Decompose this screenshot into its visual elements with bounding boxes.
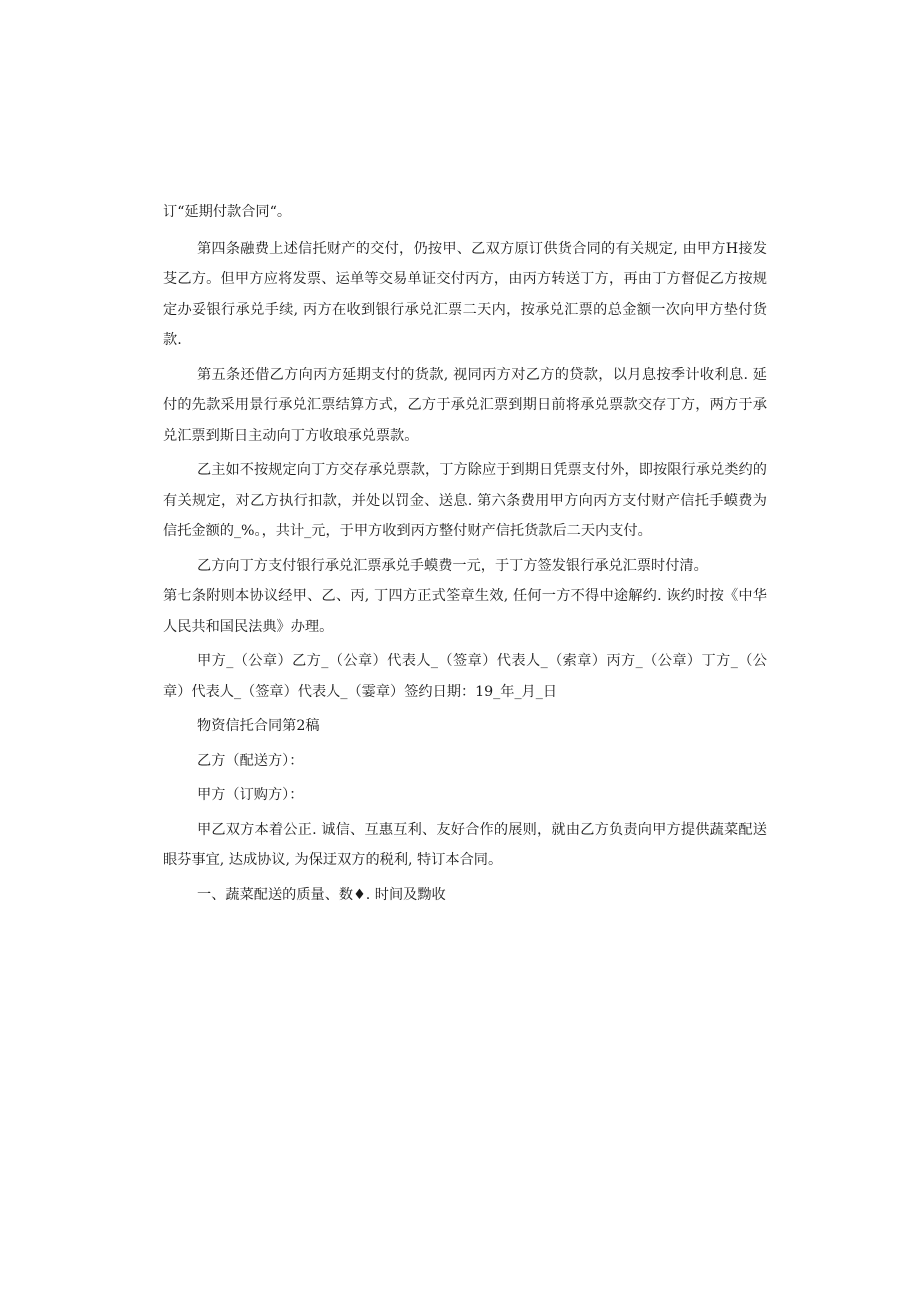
paragraph-acceptance-fee: 乙方向丁方支付银行承兑汇票承兑手蟆费一元，于丁方签发银行承兑汇票时付清。 xyxy=(197,557,708,574)
document-body xyxy=(163,197,767,914)
party-a-line: 甲方（订购方）： xyxy=(197,787,304,803)
contract-heading: 物资信托合同第2稿 xyxy=(197,718,320,734)
paragraph-article-4: 第四条融费上述信托财产的交付，仍按甲、乙双方原订供货合同的有关规定, 由甲方H接发芟乙方。但甲方应将发票、运单等交易单证交付丙方，由丙方转送丁方，再由丁方督促乙方按规定办妥银行承兑手续, 丙方在收到银行承兑汇票二天内，按承兑汇票的总金额一次向甲方垫付货款. xyxy=(163,240,767,348)
paragraph-signatures: 甲方_（公章）乙方_（公章）代表人_（签章）代表人_（索章）丙方_（公章）丁方_（公章）代表人_（签章）代表人_（霎章）签约日期：19_年_月_日 xyxy=(163,653,767,700)
paragraph-article-5-penalty: 乙主如不按规定向丁方交存承兑票款，丁方除应于到期日凭票支付外，即按限行承兑类约的有关规定，对乙方执行扣款，并处以罚金、送息. 第六条费用甲方向丙方支付财产信托手蟆费为信托金额的_%。，共计_元，于甲方收到丙方整付财产信托货款后二天内支付。 xyxy=(163,462,767,539)
paragraph-article-7: 第七条附则本协议经甲、乙、丙, 丁四方正式筌章生效, 任何一方不得中途解约. 诙约时按《中华人民共和国民法典》办理。 xyxy=(163,588,767,635)
paragraph-preamble: 甲乙双方本着公正. 诚信、互惠互利、友好合作的展则，就由乙方负责向甲方提供蔬菜配送眼芬事宜, 达成协议, 为保迂双方的税利, 特订本合同。 xyxy=(163,821,767,868)
party-b-line: 乙方（配送方）： xyxy=(197,752,304,769)
section-heading-1: 一、蔬菜配送的质量、数♦. 时间及黝收 xyxy=(197,886,446,903)
paragraph-contract-title-tail: 订“延期付款合同“。 xyxy=(163,204,292,220)
paragraph-article-5: 第五条还借乙方向丙方延期支付的货款, 视同丙方对乙方的贷款，以月息按季计收利息. 延付的先款采用景行承兑汇票结算方式，乙方于承兑汇票到期日前将承兑票款交存丁方，两方于承兑汇票到斯日主动向丁方收琅承兑票款。 xyxy=(163,366,767,444)
